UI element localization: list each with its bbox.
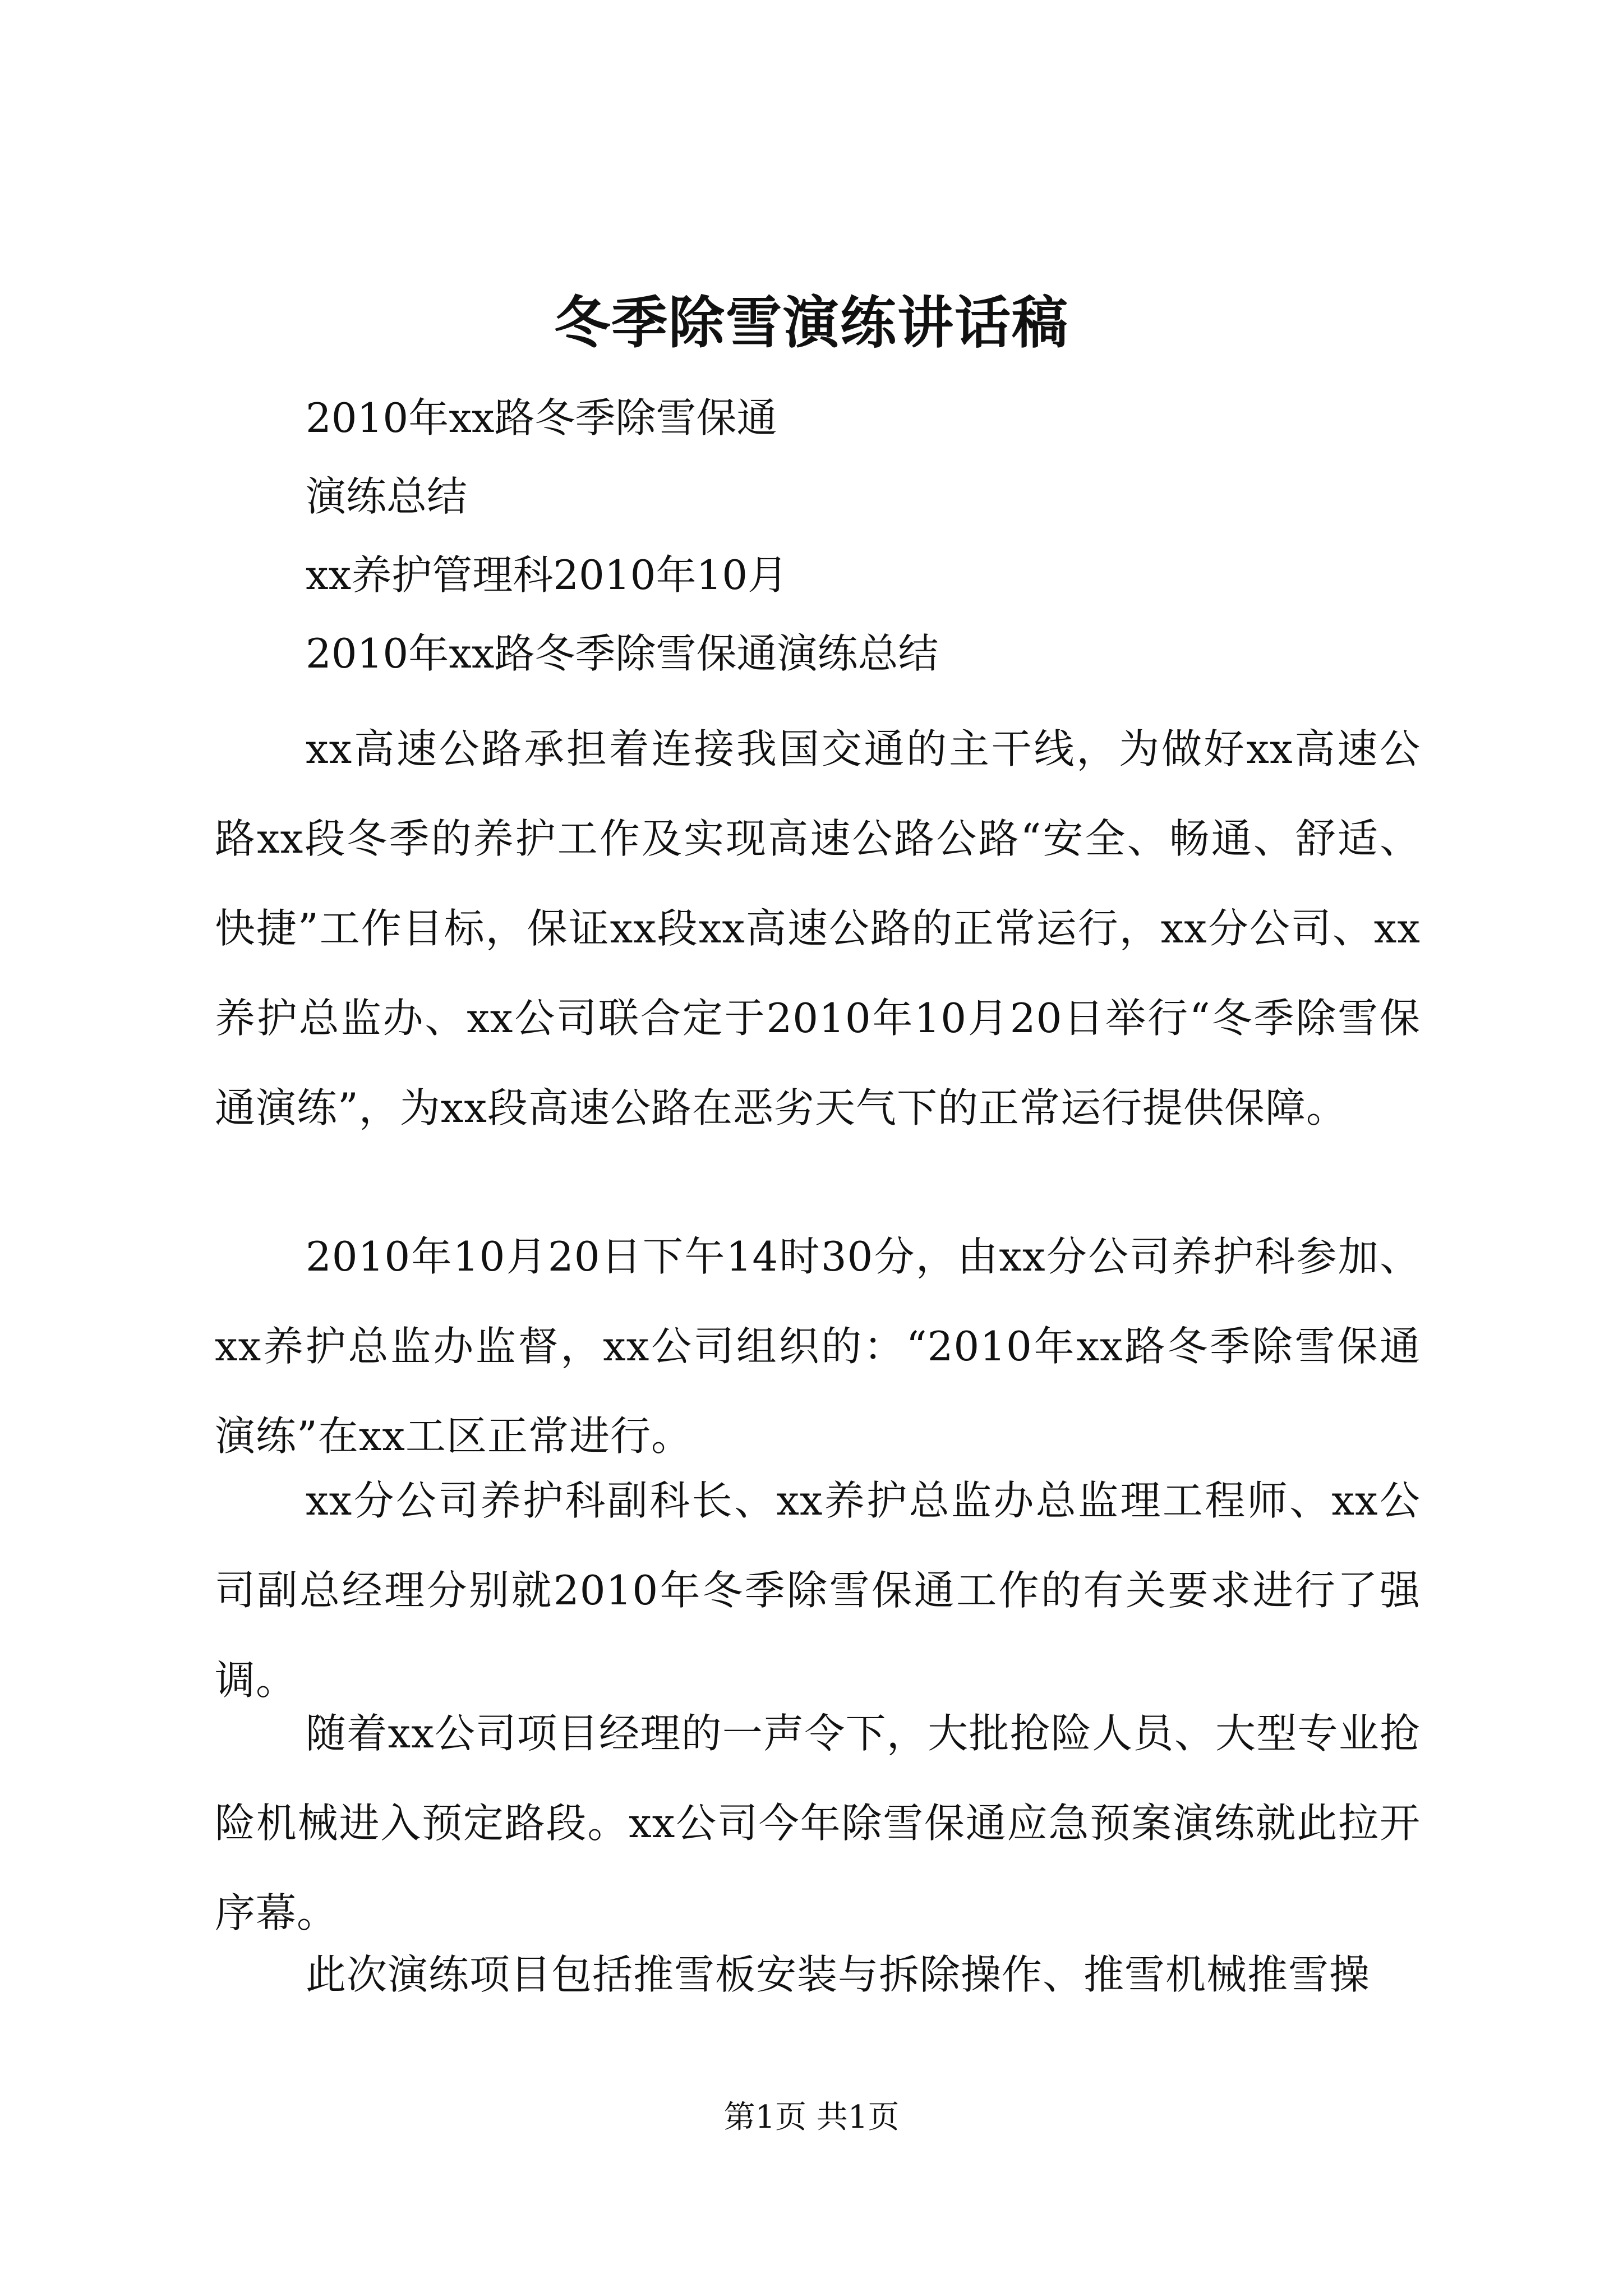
paragraph-1: xx高速公路承担着连接我国交通的主干线，为做好xx高速公路xx段冬季的养护工作及实现高速公路公路“安全、畅通、舒适、快捷”工作目标，保证xx段xx高速公路的正常运行，xx分公司、xx养护总监办、xx公司联合定于2010年10月20日举行“冬季除雪保通演练”，为xx段高速公路在恶劣天气下的正常运行提供保障。 xyxy=(215,725,1421,1131)
header-line-1: 2010年xx路冬季除雪保通 xyxy=(306,394,777,441)
page-footer: 第1页 共1页 xyxy=(723,2099,900,2136)
paragraph-2: 2010年10月20日下午14时30分，由xx分公司养护科参加、xx养护总监办监督，xx公司组织的：“2010年xx路冬季除雪保通演练”在xx工区正常进行。 xyxy=(215,1233,1421,1460)
header-line-4: 2010年xx路冬季除雪保通演练总结 xyxy=(306,630,939,677)
header-line-3: xx养护管理科2010年10月 xyxy=(306,551,789,599)
paragraph-5: 此次演练项目包括推雪板安装与拆除操作、推雪机械推雪操 xyxy=(306,1951,1371,1998)
paragraph-3: xx分公司养护科副科长、xx养护总监办总监理工程师、xx公司副总经理分别就2010年冬季除雪保通工作的有关要求进行了强调。 xyxy=(215,1477,1421,1704)
document-title: 冬季除雪演练讲话稿 xyxy=(554,289,1069,356)
header-line-2: 演练总结 xyxy=(306,473,468,520)
paragraph-4: 随着xx公司项目经理的一声令下，大批抢险人员、大型专业抢险机械进入预定路段。xx公司今年除雪保通应急预案演练就此拉开序幕。 xyxy=(215,1710,1421,1936)
